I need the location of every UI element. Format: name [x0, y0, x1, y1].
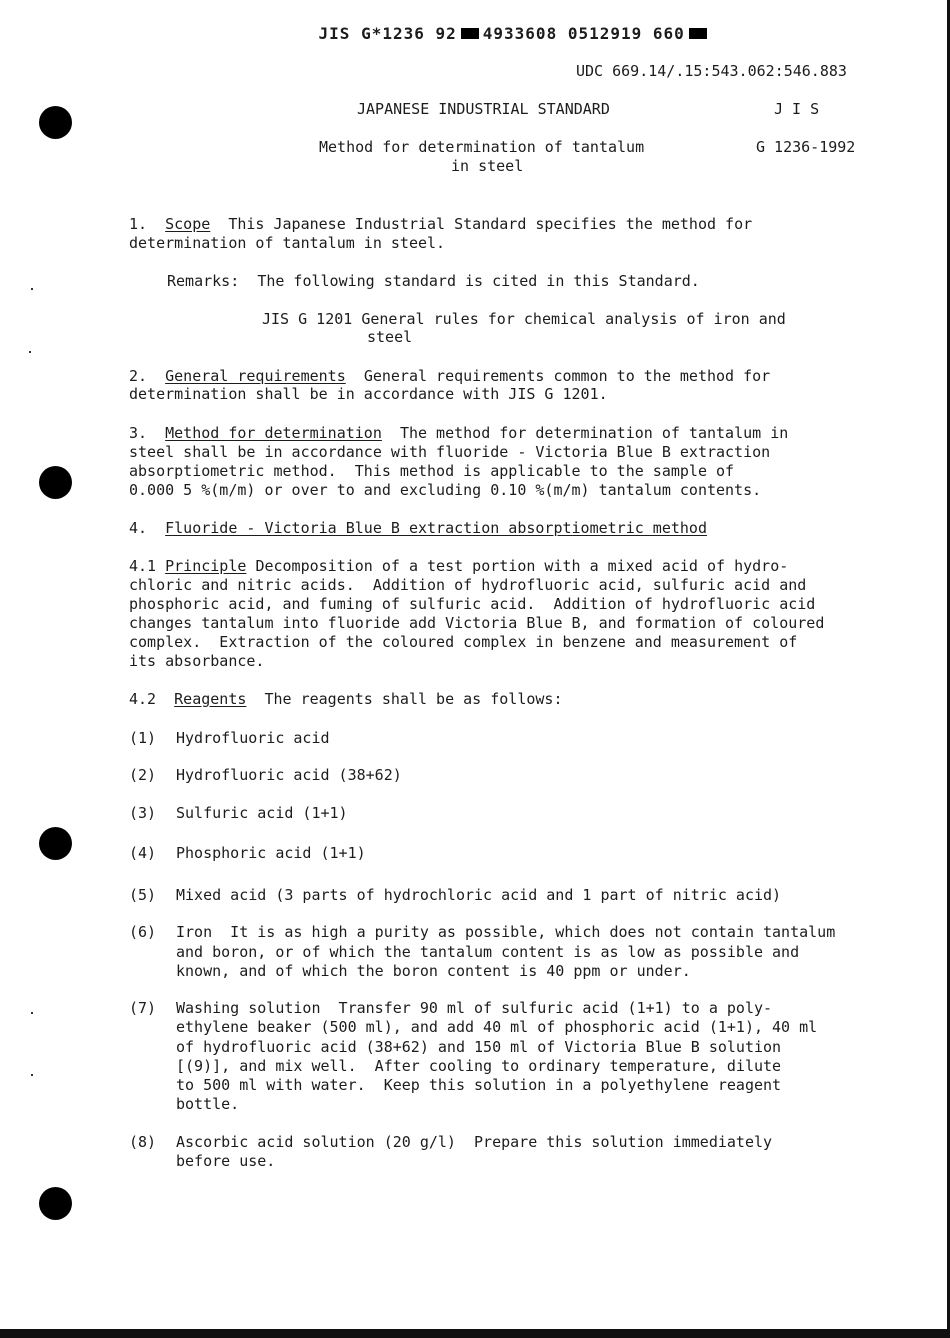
section-3-heading: Method for determination	[165, 424, 382, 442]
section-2-text-1: General requirements common to the method for	[363, 367, 771, 385]
cited-standard-1: JIS G 1201 General rules for chemical analysis of iron and	[262, 310, 786, 328]
jis-mark: J I S	[774, 100, 820, 118]
punch-hole	[39, 466, 72, 499]
section-1-heading: Scope	[165, 215, 211, 233]
reagent-7-text-1: Washing solution Transfer 90 ml of sulfuric acid (1+1) to a poly-	[176, 999, 773, 1017]
standard-name: JAPANESE INDUSTRIAL STANDARD	[357, 100, 610, 118]
reagent-2-number: (2)	[129, 766, 157, 784]
section-4-2	[129, 690, 562, 709]
section-3-text-2: steel shall be in accordance with fluoride - Victoria Blue B extraction	[129, 443, 771, 461]
section-3-number: 3.	[129, 424, 148, 442]
reagent-5-text: Mixed acid (3 parts of hydrochloric acid and 1 part of nitric acid)	[176, 886, 782, 904]
redacted-block	[461, 28, 479, 39]
reagent-1-text: Hydrofluoric acid	[176, 729, 330, 747]
section-4-heading: Fluoride - Victoria Blue B extraction absorptiometric method	[165, 519, 707, 537]
section-4-2-text: The reagents shall be as follows:	[264, 690, 563, 708]
section-2-text-2: determination shall be in accordance with JIS G 1201.	[129, 385, 608, 403]
reagent-6-text-2: and boron, or of which the tantalum content is as low as possible and	[176, 943, 800, 961]
section-3	[129, 424, 788, 443]
section-4-1-text-1: Decomposition of a test portion with a mixed acid of hydro-	[255, 557, 789, 575]
scan-speck	[31, 1074, 33, 1076]
reagent-4-number: (4)	[129, 844, 157, 862]
reagent-2-text: Hydrofluoric acid (38+62)	[176, 766, 402, 784]
reagent-8-text-2: before use.	[176, 1152, 276, 1170]
section-3-text-4: 0.000 5 %(m/m) or over to and excluding 0.10 %(m/m) tantalum contents.	[129, 481, 762, 499]
section-4	[129, 519, 707, 538]
reagent-6-text-3: known, and of which the boron content is 40 ppm or under.	[176, 962, 691, 980]
section-3-text-1: The method for determination of tantalum in	[399, 424, 789, 442]
remarks-text: The following standard is cited in this Standard.	[257, 272, 700, 290]
reagent-7-text-3: of hydrofluoric acid (38+62) and 150 ml of Victoria Blue B solution	[176, 1038, 782, 1056]
section-4-number: 4.	[129, 519, 148, 537]
section-4-1-text-6: its absorbance.	[129, 652, 265, 670]
section-4-2-number: 4.2	[129, 690, 157, 708]
section-2-number: 2.	[129, 367, 148, 385]
punch-hole	[39, 106, 72, 139]
section-4-2-heading: Reagents	[174, 690, 247, 708]
section-4-1-heading: Principle	[165, 557, 247, 575]
document-header-code	[276, 5, 711, 62]
scan-speck	[31, 288, 33, 290]
section-1-text-2: determination of tantalum in steel.	[129, 234, 446, 252]
reagent-6-number: (6)	[129, 923, 157, 941]
reagent-8-text-1: Ascorbic acid solution (20 g/l) Prepare this solution immediately	[176, 1133, 773, 1151]
scan-border-bottom	[0, 1329, 950, 1338]
section-4-1-text-5: complex. Extraction of the coloured complex in benzene and measurement of	[129, 633, 798, 651]
punch-hole	[39, 1187, 72, 1220]
reagent-1-number: (1)	[129, 729, 157, 747]
section-1-number: 1.	[129, 215, 148, 233]
section-1	[129, 215, 752, 234]
header-code-part1: JIS G*1236 92	[318, 24, 457, 43]
section-4-1-text-4: changes tantalum into fluoride add Victoria Blue B, and formation of coloured	[129, 614, 825, 632]
reagent-7-text-2: ethylene beaker (500 ml), and add 40 ml of phosphoric acid (1+1), 40 ml	[176, 1018, 818, 1036]
reagent-7-text-4: [(9)], and mix well. After cooling to ordinary temperature, dilute	[176, 1057, 782, 1075]
section-3-text-3: absorptiometric method. This method is applicable to the sample of	[129, 462, 735, 480]
reagent-7-text-6: bottle.	[176, 1095, 240, 1113]
section-1-text-1: This Japanese Industrial Standard specifies the method for	[228, 215, 753, 233]
title-line-2: in steel	[451, 157, 524, 175]
title-line-1: Method for determination of tantalum	[319, 138, 645, 156]
reagent-3-number: (3)	[129, 804, 157, 822]
reagent-5-number: (5)	[129, 886, 157, 904]
punch-hole	[39, 827, 72, 860]
cited-standard-2: steel	[367, 328, 413, 346]
reagent-8-number: (8)	[129, 1133, 157, 1151]
section-4-1	[129, 557, 788, 576]
standard-number: G 1236-1992	[756, 138, 856, 156]
scan-speck	[29, 351, 31, 353]
header-code-part2: 4933608 0512919 660	[482, 24, 685, 43]
section-4-1-text-3: phosphoric acid, and fuming of sulfuric acid. Addition of hydrofluoric acid	[129, 595, 816, 613]
udc-number: UDC 669.14/.15:543.062:546.883	[576, 62, 847, 80]
section-2-heading: General requirements	[165, 367, 346, 385]
reagent-3-text: Sulfuric acid (1+1)	[176, 804, 348, 822]
reagent-6-text-1: Iron It is as high a purity as possible, which does not contain tantalum	[176, 923, 836, 941]
remarks	[167, 272, 700, 291]
section-4-1-number: 4.1	[129, 557, 157, 575]
remarks-label: Remarks:	[167, 272, 240, 290]
section-4-1-text-2: chloric and nitric acids. Addition of hydrofluoric acid, sulfuric acid and	[129, 576, 807, 594]
reagent-7-text-5: to 500 ml with water. Keep this solution in a polyethylene reagent	[176, 1076, 782, 1094]
section-2	[129, 367, 770, 386]
reagent-7-number: (7)	[129, 999, 157, 1017]
redacted-block	[689, 28, 707, 39]
reagent-4-text: Phosphoric acid (1+1)	[176, 844, 366, 862]
scan-speck	[31, 1012, 33, 1014]
